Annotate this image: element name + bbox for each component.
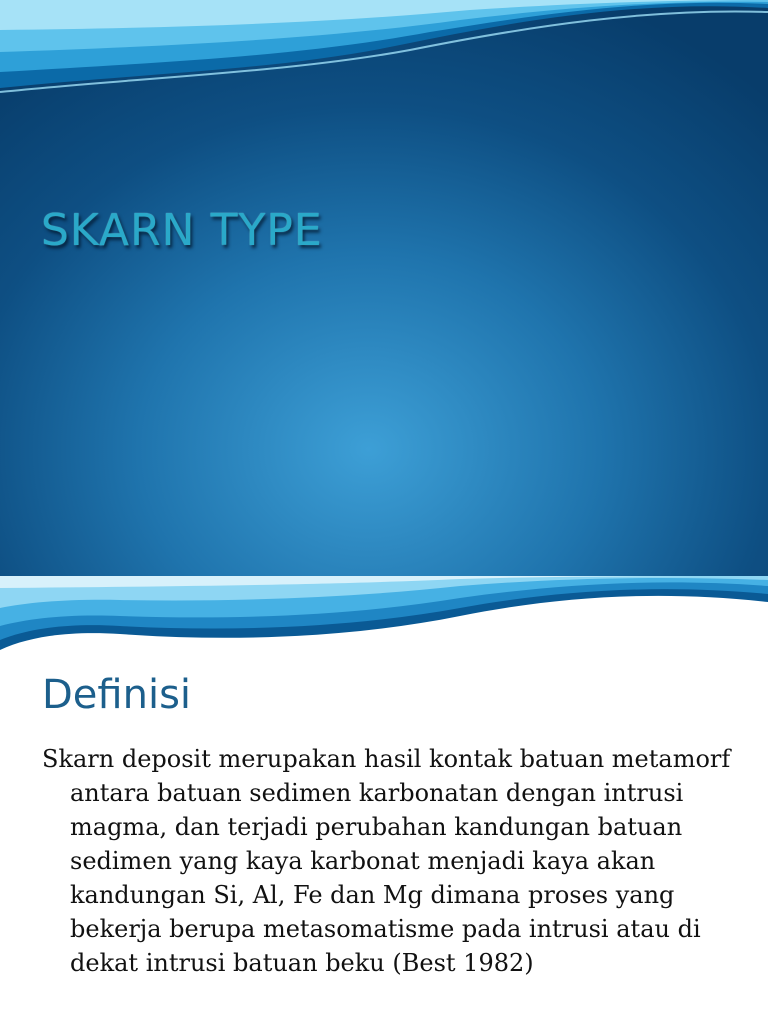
top-wave-decoration — [0, 0, 768, 100]
definition-paragraph: Skarn deposit merupakan hasil kontak batuan metamorf antara batuan sedimen karbonatan dengan intrusi magma, dan terjadi perubahan kandungan batuan sedimen yang kaya karbonat menjadi kaya akan kandungan Si, Al, Fe dan Mg dimana proses yang bekerja berupa metasomatisme pada intrusi atau di dekat intrusi batuan beku (Best 1982) — [42, 745, 731, 977]
section-heading: Definisi — [42, 672, 192, 718]
wave-decoration — [0, 576, 768, 656]
slide-title: SKARN TYPE — [41, 205, 323, 256]
